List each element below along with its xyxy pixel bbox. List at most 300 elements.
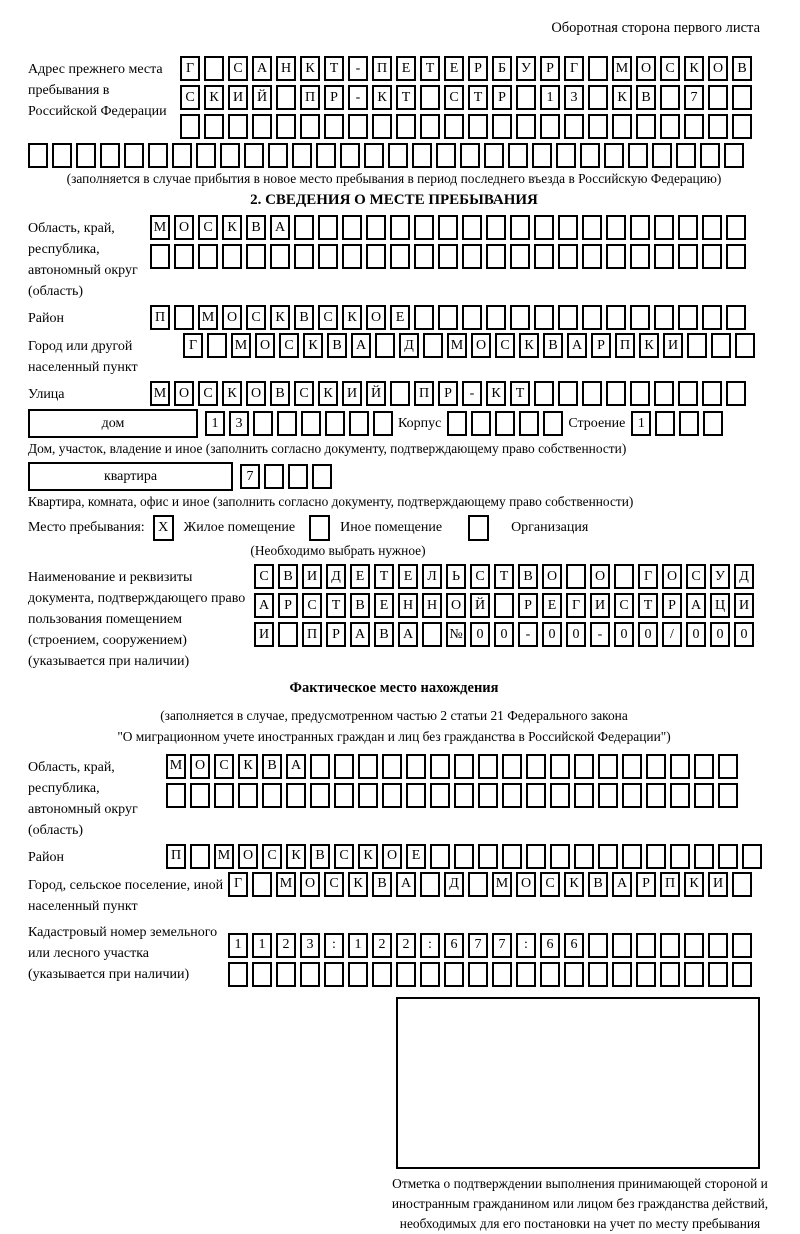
- char-cell[interactable]: С: [214, 754, 234, 779]
- char-cell[interactable]: [574, 783, 594, 808]
- char-cell[interactable]: В: [327, 333, 347, 358]
- char-cell[interactable]: [253, 411, 273, 436]
- char-cell[interactable]: В: [374, 622, 394, 647]
- char-cell[interactable]: [678, 244, 698, 269]
- char-cell[interactable]: [670, 844, 690, 869]
- char-cell[interactable]: Р: [662, 593, 682, 618]
- char-cell[interactable]: В: [262, 754, 282, 779]
- house-number-cells[interactable]: [205, 411, 393, 436]
- char-cell[interactable]: [414, 244, 434, 269]
- char-cell[interactable]: М: [447, 333, 467, 358]
- char-cell[interactable]: М: [214, 844, 234, 869]
- char-cell[interactable]: [478, 844, 498, 869]
- char-cell[interactable]: [375, 333, 395, 358]
- char-cell[interactable]: [694, 844, 714, 869]
- char-cell[interactable]: [468, 872, 488, 897]
- char-cell[interactable]: [556, 143, 576, 168]
- char-cell[interactable]: П: [150, 305, 170, 330]
- char-cell[interactable]: С: [324, 872, 344, 897]
- char-cell[interactable]: [420, 85, 440, 110]
- char-cell[interactable]: [534, 215, 554, 240]
- char-cell[interactable]: [502, 844, 522, 869]
- char-cell[interactable]: [484, 143, 504, 168]
- char-cell[interactable]: [246, 244, 266, 269]
- char-cell[interactable]: [582, 244, 602, 269]
- char-cell[interactable]: [558, 305, 578, 330]
- char-cell[interactable]: М: [231, 333, 251, 358]
- char-cell[interactable]: О: [190, 754, 210, 779]
- char-cell[interactable]: С: [302, 593, 322, 618]
- char-cell[interactable]: [708, 85, 728, 110]
- char-cell[interactable]: [340, 143, 360, 168]
- char-cell[interactable]: О: [255, 333, 275, 358]
- char-cell[interactable]: [462, 215, 482, 240]
- char-cell[interactable]: С: [180, 85, 200, 110]
- char-cell[interactable]: [598, 783, 618, 808]
- char-cell[interactable]: [660, 962, 680, 987]
- char-cell[interactable]: [301, 411, 321, 436]
- char-cell[interactable]: Т: [374, 564, 394, 589]
- char-cell[interactable]: С: [198, 381, 218, 406]
- char-cell[interactable]: [508, 143, 528, 168]
- char-cell[interactable]: [724, 143, 744, 168]
- char-cell[interactable]: [372, 114, 392, 139]
- char-cell[interactable]: [510, 244, 530, 269]
- char-cell[interactable]: [252, 872, 272, 897]
- char-cell[interactable]: [574, 844, 594, 869]
- char-cell[interactable]: [588, 114, 608, 139]
- char-cell[interactable]: [76, 143, 96, 168]
- char-cell[interactable]: 1: [348, 933, 368, 958]
- char-cell[interactable]: [150, 244, 170, 269]
- char-cell[interactable]: [406, 783, 426, 808]
- apartment-cells[interactable]: [240, 464, 332, 489]
- char-cell[interactable]: К: [612, 85, 632, 110]
- char-cell[interactable]: Г: [638, 564, 658, 589]
- char-cell[interactable]: С: [470, 564, 490, 589]
- char-cell[interactable]: №: [446, 622, 466, 647]
- char-cell[interactable]: 3: [300, 933, 320, 958]
- char-cell[interactable]: [348, 114, 368, 139]
- char-cell[interactable]: И: [708, 872, 728, 897]
- char-cell[interactable]: [606, 244, 626, 269]
- char-cell[interactable]: [300, 114, 320, 139]
- char-cell[interactable]: 7: [684, 85, 704, 110]
- char-cell[interactable]: О: [662, 564, 682, 589]
- char-cell[interactable]: [636, 962, 656, 987]
- region-row-2[interactable]: [150, 244, 746, 269]
- char-cell[interactable]: О: [366, 305, 386, 330]
- char-cell[interactable]: Р: [326, 622, 346, 647]
- char-cell[interactable]: Т: [510, 381, 530, 406]
- char-cell[interactable]: С: [540, 872, 560, 897]
- char-cell[interactable]: В: [310, 844, 330, 869]
- char-cell[interactable]: А: [567, 333, 587, 358]
- region-row-1[interactable]: [150, 215, 746, 240]
- char-cell[interactable]: [310, 754, 330, 779]
- prev-address-row-4[interactable]: [28, 143, 760, 168]
- char-cell[interactable]: [204, 114, 224, 139]
- char-cell[interactable]: О: [708, 56, 728, 81]
- char-cell[interactable]: [654, 381, 674, 406]
- char-cell[interactable]: [366, 244, 386, 269]
- char-cell[interactable]: [318, 215, 338, 240]
- char-cell[interactable]: [510, 215, 530, 240]
- char-cell[interactable]: [646, 754, 666, 779]
- char-cell[interactable]: [606, 305, 626, 330]
- char-cell[interactable]: [462, 305, 482, 330]
- char-cell[interactable]: 0: [470, 622, 490, 647]
- char-cell[interactable]: [438, 244, 458, 269]
- char-cell[interactable]: Е: [406, 844, 426, 869]
- char-cell[interactable]: [390, 244, 410, 269]
- char-cell[interactable]: А: [351, 333, 371, 358]
- char-cell[interactable]: [630, 381, 650, 406]
- char-cell[interactable]: [52, 143, 72, 168]
- char-cell[interactable]: В: [732, 56, 752, 81]
- char-cell[interactable]: [124, 143, 144, 168]
- char-cell[interactable]: Р: [324, 85, 344, 110]
- char-cell[interactable]: [495, 411, 515, 436]
- char-cell[interactable]: [622, 754, 642, 779]
- char-cell[interactable]: [564, 962, 584, 987]
- char-cell[interactable]: [406, 754, 426, 779]
- char-cell[interactable]: [349, 411, 369, 436]
- char-cell[interactable]: [447, 411, 467, 436]
- char-cell[interactable]: К: [684, 872, 704, 897]
- char-cell[interactable]: К: [222, 215, 242, 240]
- char-cell[interactable]: [630, 305, 650, 330]
- char-cell[interactable]: 2: [372, 933, 392, 958]
- char-cell[interactable]: [422, 622, 442, 647]
- char-cell[interactable]: [678, 381, 698, 406]
- char-cell[interactable]: Р: [636, 872, 656, 897]
- char-cell[interactable]: [228, 962, 248, 987]
- char-cell[interactable]: [566, 564, 586, 589]
- char-cell[interactable]: [478, 783, 498, 808]
- char-cell[interactable]: [702, 244, 722, 269]
- char-cell[interactable]: Е: [350, 564, 370, 589]
- stay-type-checkbox-residential[interactable]: X: [153, 515, 174, 541]
- char-cell[interactable]: Т: [396, 85, 416, 110]
- char-cell[interactable]: [222, 244, 242, 269]
- char-cell[interactable]: [318, 244, 338, 269]
- char-cell[interactable]: К: [318, 381, 338, 406]
- char-cell[interactable]: [670, 783, 690, 808]
- char-cell[interactable]: С: [246, 305, 266, 330]
- char-cell[interactable]: [678, 305, 698, 330]
- char-cell[interactable]: -: [518, 622, 538, 647]
- char-cell[interactable]: [312, 464, 332, 489]
- char-cell[interactable]: О: [471, 333, 491, 358]
- char-cell[interactable]: Л: [422, 564, 442, 589]
- char-cell[interactable]: [612, 962, 632, 987]
- char-cell[interactable]: О: [246, 381, 266, 406]
- char-cell[interactable]: [622, 844, 642, 869]
- char-cell[interactable]: [100, 143, 120, 168]
- char-cell[interactable]: [372, 962, 392, 987]
- char-cell[interactable]: Д: [326, 564, 346, 589]
- char-cell[interactable]: [582, 305, 602, 330]
- char-cell[interactable]: [732, 85, 752, 110]
- char-cell[interactable]: [732, 962, 752, 987]
- char-cell[interactable]: [516, 962, 536, 987]
- char-cell[interactable]: И: [228, 85, 248, 110]
- char-cell[interactable]: [414, 305, 434, 330]
- char-cell[interactable]: У: [516, 56, 536, 81]
- char-cell[interactable]: О: [516, 872, 536, 897]
- fact-city-row[interactable]: [228, 872, 752, 897]
- char-cell[interactable]: [540, 114, 560, 139]
- char-cell[interactable]: [703, 411, 723, 436]
- char-cell[interactable]: [679, 411, 699, 436]
- char-cell[interactable]: [702, 215, 722, 240]
- char-cell[interactable]: [436, 143, 456, 168]
- document-row-1[interactable]: [254, 564, 754, 589]
- char-cell[interactable]: [598, 754, 618, 779]
- char-cell[interactable]: [606, 381, 626, 406]
- char-cell[interactable]: [316, 143, 336, 168]
- char-cell[interactable]: [540, 962, 560, 987]
- char-cell[interactable]: [270, 244, 290, 269]
- char-cell[interactable]: [630, 244, 650, 269]
- char-cell[interactable]: [708, 933, 728, 958]
- stay-type-checkbox-other[interactable]: [309, 515, 330, 541]
- city-row[interactable]: [183, 333, 755, 358]
- char-cell[interactable]: [694, 783, 714, 808]
- char-cell[interactable]: -: [348, 85, 368, 110]
- char-cell[interactable]: 7: [240, 464, 260, 489]
- char-cell[interactable]: [390, 215, 410, 240]
- char-cell[interactable]: [486, 305, 506, 330]
- char-cell[interactable]: [462, 244, 482, 269]
- char-cell[interactable]: Й: [366, 381, 386, 406]
- char-cell[interactable]: М: [492, 872, 512, 897]
- char-cell[interactable]: [190, 783, 210, 808]
- char-cell[interactable]: Г: [566, 593, 586, 618]
- char-cell[interactable]: К: [238, 754, 258, 779]
- char-cell[interactable]: К: [348, 872, 368, 897]
- char-cell[interactable]: Т: [324, 56, 344, 81]
- char-cell[interactable]: [550, 844, 570, 869]
- char-cell[interactable]: 3: [229, 411, 249, 436]
- char-cell[interactable]: В: [246, 215, 266, 240]
- char-cell[interactable]: Р: [518, 593, 538, 618]
- char-cell[interactable]: С: [228, 56, 248, 81]
- char-cell[interactable]: [276, 114, 296, 139]
- document-row-2[interactable]: [254, 593, 754, 618]
- char-cell[interactable]: [438, 215, 458, 240]
- char-cell[interactable]: [718, 754, 738, 779]
- char-cell[interactable]: [700, 143, 720, 168]
- char-cell[interactable]: Е: [374, 593, 394, 618]
- char-cell[interactable]: [580, 143, 600, 168]
- char-cell[interactable]: [735, 333, 755, 358]
- char-cell[interactable]: [486, 244, 506, 269]
- char-cell[interactable]: Д: [444, 872, 464, 897]
- char-cell[interactable]: М: [150, 381, 170, 406]
- char-cell[interactable]: [558, 244, 578, 269]
- char-cell[interactable]: Г: [183, 333, 203, 358]
- char-cell[interactable]: Н: [422, 593, 442, 618]
- char-cell[interactable]: [420, 962, 440, 987]
- char-cell[interactable]: [543, 411, 563, 436]
- char-cell[interactable]: С: [262, 844, 282, 869]
- char-cell[interactable]: П: [302, 622, 322, 647]
- char-cell[interactable]: А: [350, 622, 370, 647]
- char-cell[interactable]: [516, 114, 536, 139]
- char-cell[interactable]: [606, 215, 626, 240]
- char-cell[interactable]: 6: [540, 933, 560, 958]
- char-cell[interactable]: [228, 114, 248, 139]
- char-cell[interactable]: :: [420, 933, 440, 958]
- char-cell[interactable]: К: [639, 333, 659, 358]
- char-cell[interactable]: -: [462, 381, 482, 406]
- char-cell[interactable]: П: [166, 844, 186, 869]
- char-cell[interactable]: К: [372, 85, 392, 110]
- char-cell[interactable]: [510, 305, 530, 330]
- char-cell[interactable]: [574, 754, 594, 779]
- char-cell[interactable]: Й: [470, 593, 490, 618]
- char-cell[interactable]: С: [495, 333, 515, 358]
- char-cell[interactable]: [612, 933, 632, 958]
- char-cell[interactable]: К: [222, 381, 242, 406]
- char-cell[interactable]: [148, 143, 168, 168]
- char-cell[interactable]: [564, 114, 584, 139]
- char-cell[interactable]: О: [238, 844, 258, 869]
- char-cell[interactable]: К: [270, 305, 290, 330]
- char-cell[interactable]: С: [334, 844, 354, 869]
- char-cell[interactable]: А: [252, 56, 272, 81]
- char-cell[interactable]: [718, 844, 738, 869]
- char-cell[interactable]: [534, 244, 554, 269]
- char-cell[interactable]: В: [518, 564, 538, 589]
- char-cell[interactable]: Т: [420, 56, 440, 81]
- char-cell[interactable]: [636, 114, 656, 139]
- char-cell[interactable]: 7: [468, 933, 488, 958]
- char-cell[interactable]: [516, 85, 536, 110]
- char-cell[interactable]: [390, 381, 410, 406]
- prev-address-row-3[interactable]: [180, 114, 752, 139]
- char-cell[interactable]: П: [300, 85, 320, 110]
- char-cell[interactable]: 6: [564, 933, 584, 958]
- char-cell[interactable]: [742, 844, 762, 869]
- char-cell[interactable]: [294, 244, 314, 269]
- char-cell[interactable]: А: [686, 593, 706, 618]
- char-cell[interactable]: П: [615, 333, 635, 358]
- char-cell[interactable]: [396, 962, 416, 987]
- char-cell[interactable]: В: [294, 305, 314, 330]
- char-cell[interactable]: [550, 783, 570, 808]
- char-cell[interactable]: [364, 143, 384, 168]
- char-cell[interactable]: [342, 215, 362, 240]
- char-cell[interactable]: [670, 754, 690, 779]
- street-row[interactable]: [150, 381, 746, 406]
- char-cell[interactable]: [396, 114, 416, 139]
- char-cell[interactable]: [277, 411, 297, 436]
- stay-type-checkbox-organization[interactable]: [468, 515, 489, 541]
- char-cell[interactable]: [220, 143, 240, 168]
- char-cell[interactable]: [622, 783, 642, 808]
- char-cell[interactable]: [430, 844, 450, 869]
- char-cell[interactable]: [519, 411, 539, 436]
- char-cell[interactable]: Н: [276, 56, 296, 81]
- char-cell[interactable]: Р: [492, 85, 512, 110]
- char-cell[interactable]: [214, 783, 234, 808]
- char-cell[interactable]: О: [590, 564, 610, 589]
- char-cell[interactable]: А: [398, 622, 418, 647]
- char-cell[interactable]: [262, 783, 282, 808]
- char-cell[interactable]: 0: [710, 622, 730, 647]
- char-cell[interactable]: М: [276, 872, 296, 897]
- char-cell[interactable]: М: [198, 305, 218, 330]
- char-cell[interactable]: [582, 381, 602, 406]
- char-cell[interactable]: И: [590, 593, 610, 618]
- char-cell[interactable]: [388, 143, 408, 168]
- char-cell[interactable]: К: [358, 844, 378, 869]
- char-cell[interactable]: 7: [492, 933, 512, 958]
- char-cell[interactable]: Е: [542, 593, 562, 618]
- char-cell[interactable]: [660, 85, 680, 110]
- district-row[interactable]: [150, 305, 746, 330]
- char-cell[interactable]: К: [303, 333, 323, 358]
- char-cell[interactable]: [532, 143, 552, 168]
- char-cell[interactable]: [726, 305, 746, 330]
- char-cell[interactable]: О: [222, 305, 242, 330]
- char-cell[interactable]: [454, 844, 474, 869]
- char-cell[interactable]: Р: [540, 56, 560, 81]
- char-cell[interactable]: [550, 754, 570, 779]
- char-cell[interactable]: [526, 754, 546, 779]
- char-cell[interactable]: [196, 143, 216, 168]
- char-cell[interactable]: [276, 962, 296, 987]
- char-cell[interactable]: С: [198, 215, 218, 240]
- char-cell[interactable]: К: [684, 56, 704, 81]
- char-cell[interactable]: [492, 962, 512, 987]
- char-cell[interactable]: [324, 114, 344, 139]
- char-cell[interactable]: [382, 783, 402, 808]
- char-cell[interactable]: [534, 305, 554, 330]
- char-cell[interactable]: [684, 114, 704, 139]
- char-cell[interactable]: Г: [564, 56, 584, 81]
- char-cell[interactable]: /: [662, 622, 682, 647]
- char-cell[interactable]: [174, 305, 194, 330]
- char-cell[interactable]: [172, 143, 192, 168]
- char-cell[interactable]: П: [372, 56, 392, 81]
- char-cell[interactable]: В: [350, 593, 370, 618]
- char-cell[interactable]: В: [278, 564, 298, 589]
- char-cell[interactable]: [207, 333, 227, 358]
- char-cell[interactable]: [310, 783, 330, 808]
- char-cell[interactable]: [288, 464, 308, 489]
- char-cell[interactable]: 0: [542, 622, 562, 647]
- prev-address-row-1[interactable]: [180, 56, 752, 81]
- char-cell[interactable]: [726, 215, 746, 240]
- char-cell[interactable]: [711, 333, 731, 358]
- char-cell[interactable]: [334, 754, 354, 779]
- char-cell[interactable]: [684, 933, 704, 958]
- char-cell[interactable]: 0: [734, 622, 754, 647]
- char-cell[interactable]: [438, 305, 458, 330]
- char-cell[interactable]: [588, 56, 608, 81]
- char-cell[interactable]: [726, 381, 746, 406]
- char-cell[interactable]: Ь: [446, 564, 466, 589]
- char-cell[interactable]: Р: [278, 593, 298, 618]
- char-cell[interactable]: [430, 783, 450, 808]
- char-cell[interactable]: [166, 783, 186, 808]
- char-cell[interactable]: П: [660, 872, 680, 897]
- char-cell[interactable]: [494, 593, 514, 618]
